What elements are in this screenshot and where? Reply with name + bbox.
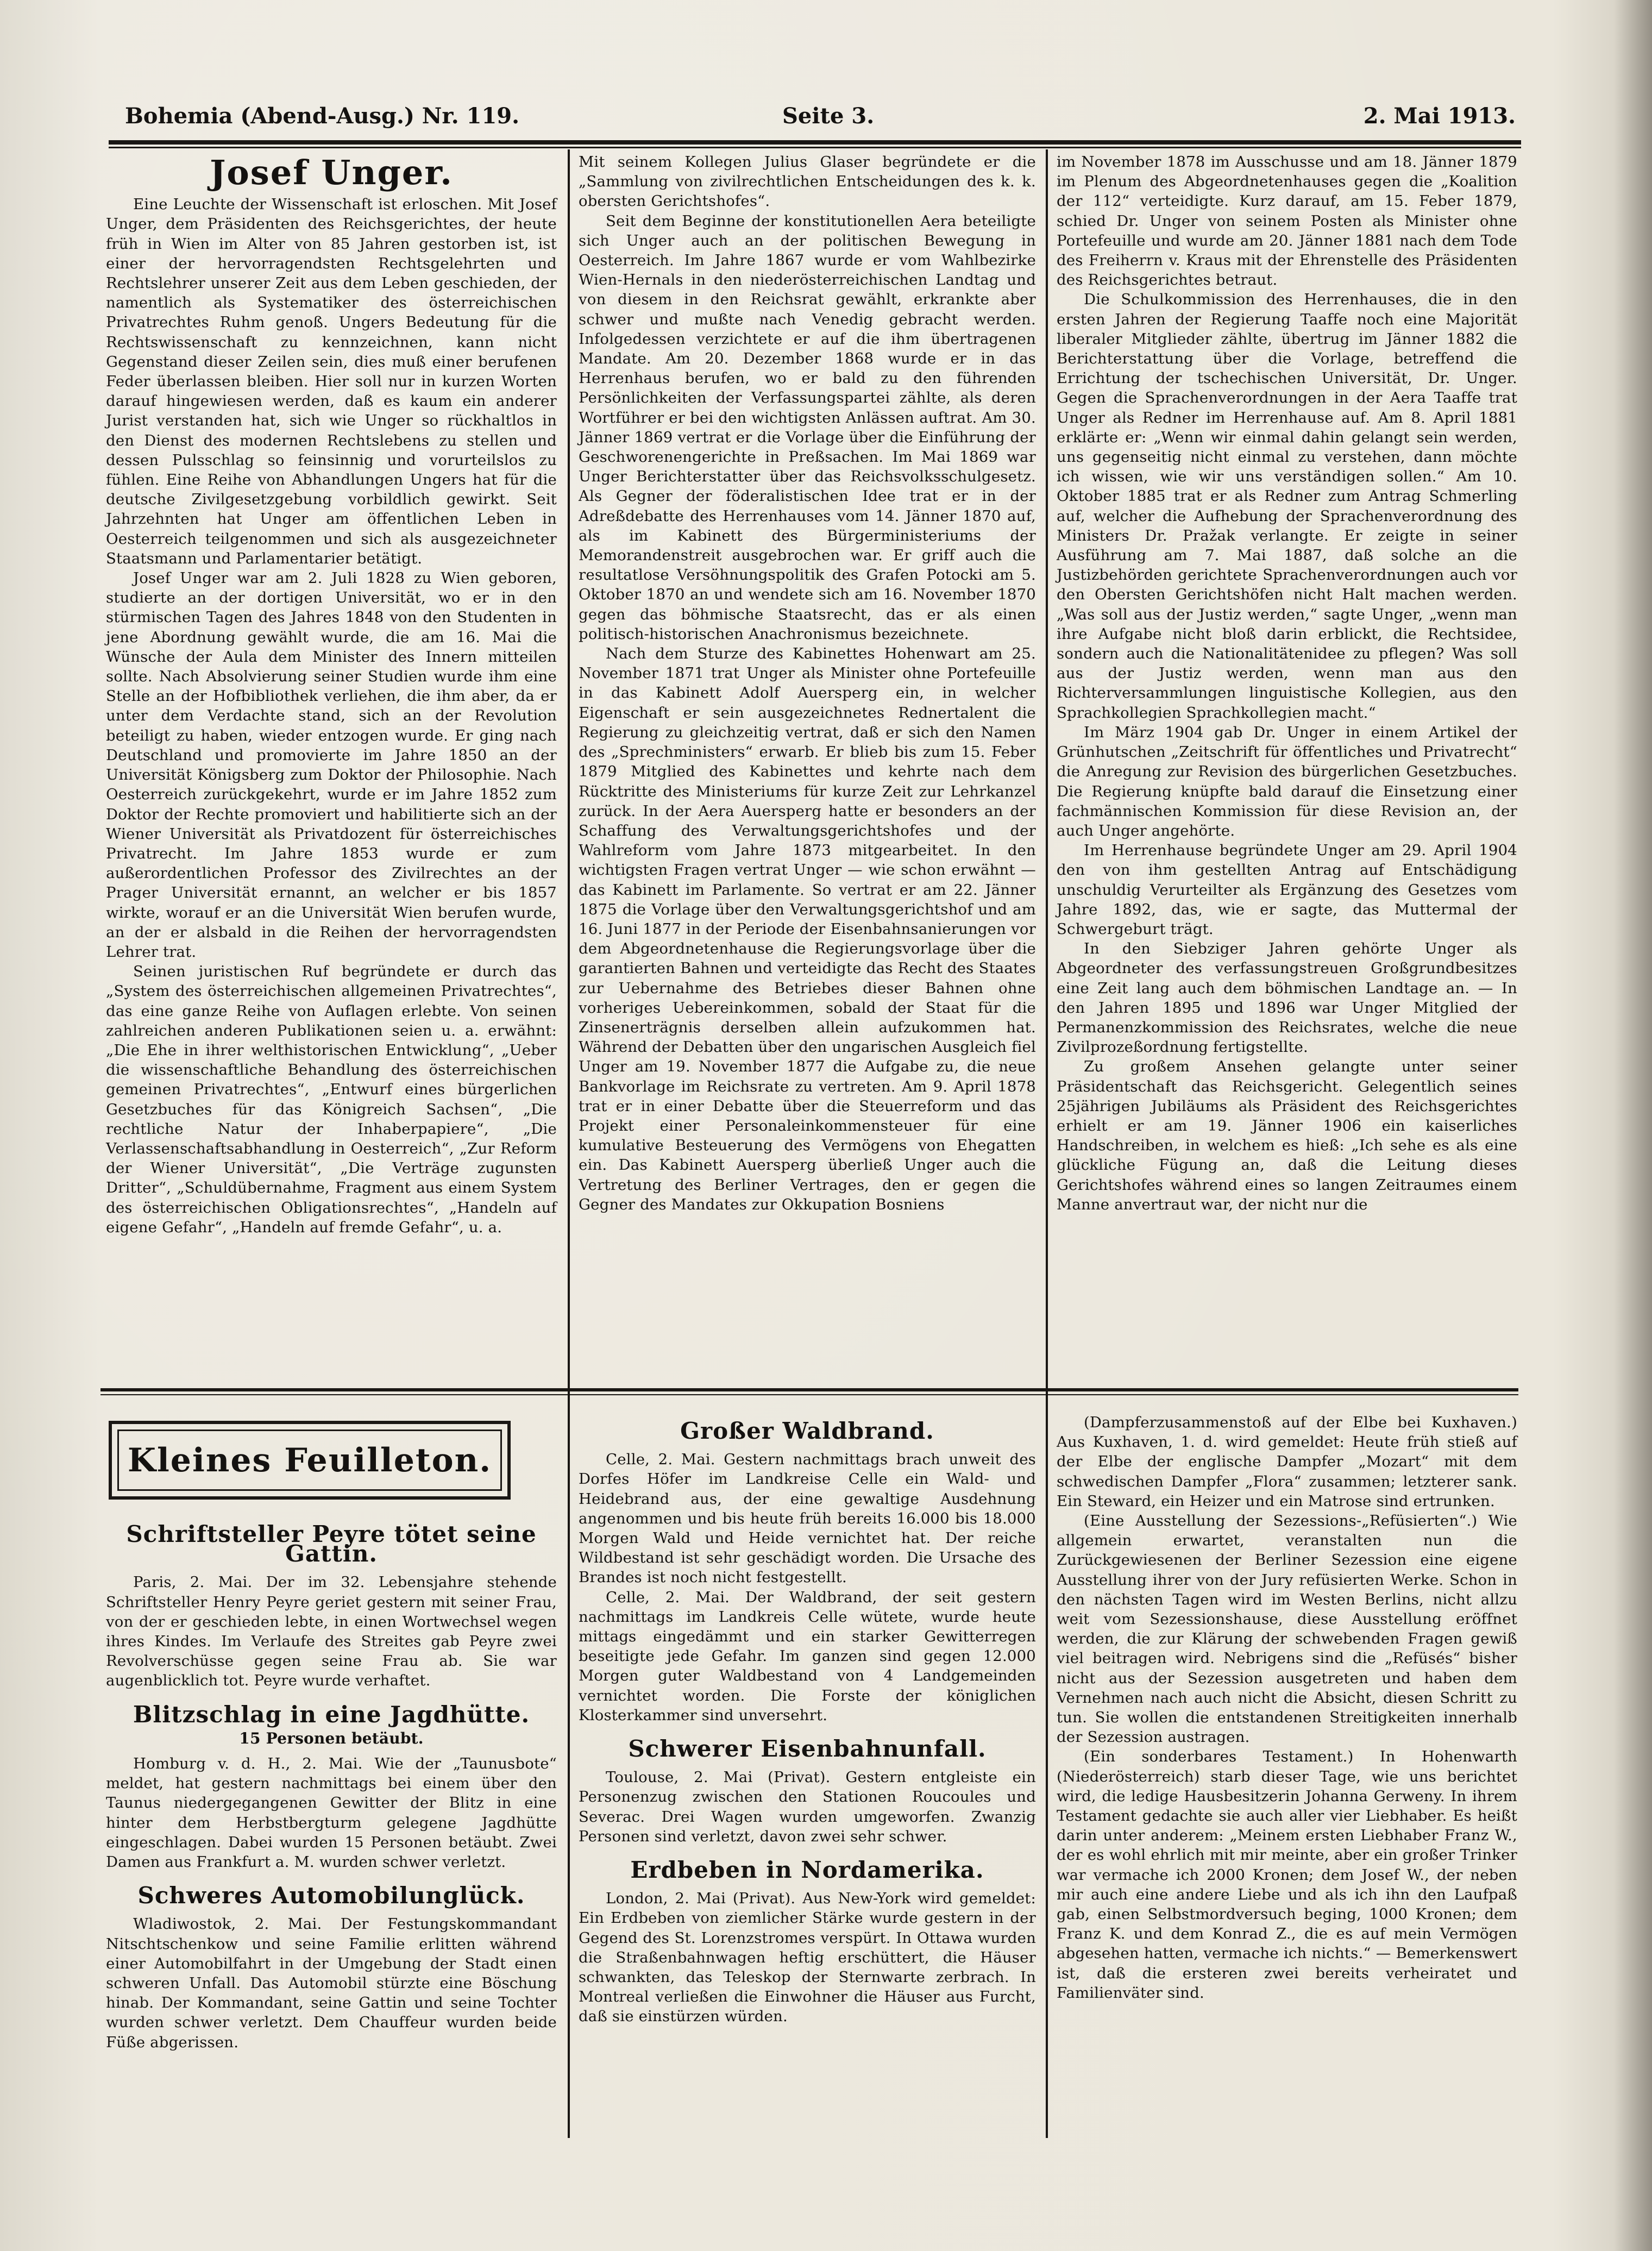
news-col3	[1057, 1413, 1517, 2003]
article-paragraph: Im März 1904 gab Dr. Unger in einem Artikel der Grünhutschen „Zeitschrift für öffentliches und Privatrecht“ die Anregung zur Revision des bürgerlichen Gesetzbuches. Die Regierung knüpfte bald darauf die Einsetzung einer fachmännischen Kommission für diese Revision an, der auch Unger angehörte.	[1057, 723, 1517, 839]
masthead-publication: Bohemia (Abend-Ausg.) Nr. 119.	[125, 103, 520, 129]
masthead-rule	[109, 140, 1521, 145]
article-paragraph: Josef Unger war am 2. Juli 1828 zu Wien geboren, studierte an der dortigen Universität, wo er in den stürmischen Tagen des Jahres 1848 von den Studenten in jene Abordnung gewählt wurde, die am 16. Mai die Wünsche der Aula dem Minister des Innern mitteilen sollte. Nach Absolvierung seiner Studien wurde ihm eine Stelle an der Hofbibliothek verliehen, die ihm aber, da er unter dem Verdachte stand, sich an der Revolution beteiligt zu haben, wieder entzogen wurde. Er ging nach Deutschland und promovierte im Jahre 1850 an der Universität Königsberg zum Doktor der Philosophie. Nach Oesterreich zurückgekehrt, wurde er im Jahre 1852 zum Doktor der Rechte promoviert und habilitierte sich an der Wiener Universität als Privatdozent für österreichisches Privatrecht. Im Jahre 1853 wurde er zum außerordentlichen Professor des Zivilrechtes an der Prager Universität ernannt, an welcher er bis 1857 wirkte, worauf er an die Universität Wien berufen wurde, an der er alsbald in die Reihen der hervorragendsten Lehrer trat.	[106, 569, 557, 961]
section-rule-thin	[100, 1394, 1518, 1395]
article-paragraph: Die Schulkommission des Herrenhauses, die in den ersten Jahren der Regierung Taaffe noch eine Majorität liberaler Mitglieder zählte, übertrug im Jänner 1882 die Berichterstattung über die Vorlage, betreffend die Errichtung der tschechischen Universität, Dr. Unger. Gegen die Sprachenverordnungen in der Aera Taaffe trat Unger als Redner im Herrenhause auf. Am 8. April 1881 erklärte er: „Wenn wir einmal dahin gelangt sein werden, uns gegenseitig nicht einmal zu verstehen, dann möchte ich wissen, wie wir uns verständigen sollen.“ Am 10. Oktober 1885 trat er als Redner zum Antrag Schmerling auf, welcher die Aufhebung der Sprachenverordnung des Ministers Dr. Pražak verlangte. Er zeigte in seiner Ausführung am 7. Mai 1887, daß solche an die Justizbehörden gerichtete Sprachenverordnungen auch vor den Obersten Gerichtshöfen nicht Halt machen werden. „Was soll aus der Justiz werden,“ sagte Unger, „wenn man ihre Aufgabe nicht bloß darin erblickt, die Rechtsidee, sondern auch die Nationalitätenidee zu pflegen? Was soll aus der Justiz werden, wenn man aus den Richterversammlungen linguistische Kollegien, aus den Sprachkollegien Sprachkollegien macht.“	[1057, 291, 1517, 722]
article-unger-col1	[106, 153, 557, 1237]
news-paragraph: Wladiwostok, 2. Mai. Der Festungskommandant Nitschtschenkow und seine Familie erlitten während einer Automobilfahrt in der Umgebung der Stadt einen schweren Unfall. Das Automobil stürzte eine Böschung hinab. Der Kommandant, seine Gattin und seine Tochter wurden schwer verletzt. Dem Chauffeur wurden beide Füße abgerissen.	[106, 1915, 557, 2051]
masthead-rule-thin	[109, 147, 1521, 148]
masthead-page-number: Seite 3.	[782, 103, 875, 129]
news-headline: Großer Waldbrand.	[680, 1418, 934, 1444]
masthead-date: 2. Mai 1913.	[1363, 103, 1516, 129]
column-rule-1	[568, 149, 570, 1415]
article-paragraph: Im Herrenhause begründete Unger am 29. April 1904 den von ihm gestellten Antrag auf Entschädigung unschuldig Verurteilter als Ergänzung des Gesetzes vom Jahre 1892, das, wie er sagte, das Muttermal der Schwergeburt trägt.	[1057, 842, 1517, 938]
news-paragraph: (Dampferzusammenstoß auf der Elbe bei Kuxhaven.) Aus Kuxhaven, 1. d. wird gemeldet: Heute früh stieß auf der Elbe der englische Dampfer „Mozart“ mit dem schwedischen Dampfer „Flora“ zusammen; letzterer sank. Ein Steward, ein Heizer und ein Matrose sind ertrunken.	[1057, 1414, 1517, 1510]
article-unger-col3	[1057, 152, 1517, 1214]
article-unger-col2	[579, 152, 1036, 1214]
news-subheadline: 15 Personen betäubt.	[239, 1729, 424, 1747]
news-headline: Schweres Automobilunglück.	[137, 1882, 525, 1909]
column-rule-1-lower	[568, 1388, 570, 2138]
news-paragraph: Homburg v. d. H., 2. Mai. Wie der „Taunusbote“ meldet, hat gestern nachmittags bei einem über den Taunus niedergegangenen Gewitter der Blitz in eine hinter dem Herbstbergturm gelegene Jagdhütte eingeschlagen. Dabei wurden 15 Personen betäubt. Zwei Damen aus Frankfurt a. M. wurden schwer verletzt.	[106, 1755, 557, 1871]
news-col2	[579, 1407, 1036, 2027]
news-headline: Blitzschlag in eine Jagdhütte.	[133, 1701, 530, 1728]
news-paragraph: Celle, 2. Mai. Der Waldbrand, der seit gestern nachmittags im Landkreis Celle wütete, wurde heute mittags eingedämmt und ein starker Gewitterregen beseitigte jede Gefahr. Im ganzen sind gegen 12.000 Morgen guter Waldbestand von 4 Landgemeinden vernichtet worden. Die Forste der königlichen Klosterkammer sind unversehrt.	[579, 1588, 1036, 1724]
page-edge-shadow	[1614, 0, 1652, 2251]
news-paragraph: Toulouse, 2. Mai (Privat). Gestern entgleiste ein Personenzug zwischen den Stationen Roucoules und Severac. Drei Wagen wurden umgeworfen. Zwanzig Personen sind verletzt, davon zwei sehr schwer.	[579, 1769, 1036, 1845]
news-headline: Schwerer Eisenbahnunfall.	[628, 1735, 987, 1763]
news-paragraph: Paris, 2. Mai. Der im 32. Lebensjahre stehende Schriftsteller Henry Peyre geriet gestern mit seiner Frau, von der er geschieden lebte, in einen Wortwechsel wegen ihres Kindes. Im Verlaufe des Streites gab Peyre zwei Revolverschüsse gegen seine Frau ab. Sie war augenblicklich tot. Peyre wurde verhaftet.	[106, 1573, 557, 1690]
article-paragraph: Zu großem Ansehen gelangte unter seiner Präsidentschaft das Reichsgericht. Gelegentlich seines 25jährigen Jubiläums als Präsident des Reichsgerichtes erhielt er am 19. Jänner 1906 ein kaiserliches Handschreiben, in welchem es hieß: „Ich sehe es als eine glückliche Fügung an, daß die Leitung dieses Gerichtshofes während eines so langen Zeitraumes einem Manne anvertraut war, der nicht nur die	[1057, 1058, 1517, 1213]
article-paragraph: Seinen juristischen Ruf begründete er durch das „System des österreichischen allgemeinen Privatrechtes“, das eine ganze Reihe von Auflagen erlebte. Von seinen zahlreichen anderen Publikationen seien u. a. erwähnt: „Die Ehe in ihrer welthistorischen Entwicklung“, „Ueber die wissenschaftliche Behandlung des österreichischen gemeinen Privatrechtes“, „Entwurf eines bürgerlichen Gesetzbuches für das Königreich Sachsen“, „Die rechtliche Natur der Inhaberpapiere“, „Die Verlassenschaftsabhandlung in Oesterreich“, „Zur Reform der Wiener Universität“, „Die Verträge zugunsten Dritter“, „Schuldübernahme, Fragment aus einem System des österreichischen Obligationsrechtes“, „Handeln auf eigene Gefahr“, „Handeln auf fremde Gefahr“, u. a.	[106, 963, 557, 1236]
column-rule-2	[1046, 149, 1048, 1415]
feuilleton-col1	[106, 1510, 557, 2052]
section-rule	[100, 1388, 1518, 1391]
news-paragraph: London, 2. Mai (Privat). Aus New-York wird gemeldet: Ein Erdbeben von ziemlicher Stärke wurde gestern in der Gegend des St. Lorenzstromes verspürt. In Ottawa wurden die Straßenbahnwagen heftig erschüttert, die Häuser schwankten, das Teleskop der Sternwarte zerbrach. In Montreal verließen die Einwohner die Häuser aus Furcht, daß sie einstürzen würden.	[579, 1890, 1036, 2026]
feuilleton-title: Kleines Feuilleton.	[117, 1429, 502, 1491]
feuilleton-header-box	[109, 1421, 511, 1500]
column-rule-2-lower	[1046, 1388, 1048, 2138]
article-paragraph: im November 1878 im Ausschusse und am 18. Jänner 1879 im Plenum des Abgeordnetenhauses gegen die „Koalition der 112“ verteidigte. Kurz darauf, am 15. Feber 1879, schied Dr. Unger von seinem Posten als Minister ohne Portefeuille und wurde am 20. Jänner 1881 nach dem Tode des Freiherrn v. Kraus mit der Ehrenstelle des Präsidenten des Reichsgerichtes betraut.	[1057, 153, 1517, 289]
news-paragraph: (Ein sonderbares Testament.) In Hohenwarth (Niederösterreich) starb dieser Tage, wie uns berichtet wird, die ledige Hausbesitzerin Johanna Gerweny. In ihrem Testament gedachte sie auch aller vier Liebhaber. Es heißt darin unter anderem: „Meinem ersten Liebhaber Franz W., der es wohl ehrlich mit mir meinte, aber ein großer Trinker war vermache ich 2000 Kronen; dem Josef W., der neben mir auch eine andere Liebe und als ich ihn den Laufpaß gab, einen Selbstmordversuch beging, 1000 Kronen; dem Franz K. und dem Konrad Z., die es auf mein Vermögen abgesehen hatten, vermache ich nichts.“ — Bemerkenswert ist, daß die ersteren zwei bereits verheiratet und Familienväter sind.	[1057, 1748, 1517, 2002]
news-headline: Erdbeben in Nordamerika.	[630, 1857, 984, 1884]
news-paragraph: Celle, 2. Mai. Gestern nachmittags brach unweit des Dorfes Höfer im Landkreise Celle ein Wald- und Heidebrand aus, der eine gewaltige Ausdehnung angenommen und bis heute früh bereits 16.000 bis 18.000 Morgen Wald und Heide vernichtet hat. Der reiche Wildbestand ist sehr geschädigt worden. Die Ursache des Brandes ist noch nicht festgestellt.	[579, 1451, 1036, 1587]
article-paragraph: Mit seinem Kollegen Julius Glaser begründete er die „Sammlung von zivilrechtlichen Entscheidungen des k. k. obersten Gerichtshofes“.	[579, 153, 1036, 210]
article-paragraph: Seit dem Beginne der konstitutionellen Aera beteiligte sich Unger auch an der politischen Bewegung in Oesterreich. Im Jahre 1867 wurde er vom Wahlbezirke Wien-Hernals in den niederösterreichischen Landtag und von diesem in den Reichsrat gewählt, erkrankte aber schwer und mußte nach Venedig gebracht werden. Infolgedessen verzichtete er auf die ihm übertragenen Mandate. Am 20. Dezember 1868 wurde er in das Herrenhaus berufen, wo er bald zu den führenden Persönlichkeiten der Verfassungspartei zählte, als deren Wortführer er bei den wichtigsten Anlässen auftrat. Am 30. Jänner 1869 vertrat er die Vorlage über die Einführung der Geschworenengerichte in Preßsachen. Im Mai 1869 war Unger Berichterstatter über das Reichsvolksschulgesetz. Als Gegner der föderalistischen Idee trat er in der Adreßdebatte des Herrenhauses vom 14. Jänner 1870 auf, als im Kabinett des Bürgerministeriums der Memorandenstreit ausgebrochen war. Er griff auch die resultatlose Versöhnungspolitik des Grafen Potocki am 5. Oktober 1870 an und wendete sich am 16. November 1870 gegen das böhmische Staatsrecht, das er als einen politisch-historischen Anachronismus bezeichnete.	[579, 212, 1036, 643]
article-paragraph: Eine Leuchte der Wissenschaft ist erloschen. Mit Josef Unger, dem Präsidenten des Reichsgerichtes, der heute früh in Wien im Alter von 85 Jahren gestorben ist, ist einer der hervorragendsten Rechtsgelehrten und Rechtslehrer unserer Zeit aus dem Leben geschieden, der namentlich als Systematiker des österreichischen Privatrechtes Ruhm genoß. Ungers Bedeutung für die Rechtswissenschaft zu kennzeichnen, kann nicht Gegenstand dieser Zeilen sein, dies muß einer berufenen Feder überlassen bleiben. Hier soll nur in kurzen Worten darauf hingewiesen werden, daß es kaum ein anderer Jurist verstanden hat, sich wie Unger so rückhaltlos in den Dienst des modernen Rechtslebens zu stellen und dessen Pulsschlag so feinsinnig und vorurteilslos zu fühlen. Eine Reihe von Abhandlungen Ungers hat für die deutsche Zivilgesetzgebung vorbildlich gewirkt. Seit Jahrzehnten hat Unger am öffentlichen Leben in Oesterreich teilgenommen und sich als ausgezeichneter Staatsmann und Parlamentarier betätigt.	[106, 196, 557, 567]
masthead	[125, 103, 1516, 141]
article-paragraph: In den Siebziger Jahren gehörte Unger als Abgeordneter des verfassungstreuen Großgrundbesitzes eine Zeit lang auch dem böhmischen Landtage an. — In den Jahren 1895 und 1896 war Unger Mitglied der Permanenzkommission des Reichsrates, welche die neue Zivilprozeßordnung fertigstellte.	[1057, 940, 1517, 1056]
news-paragraph: (Eine Ausstellung der Sezessions-„Refüsierten“.) Wie allgemein erwartet, veranstalten nun die Zurückgewiesenen der Berliner Sezession eine eigene Ausstellung ihrer von der Jury refüsierten Werke. Schon in den nächsten Tagen wird im Westen Berlins, nicht allzu weit vom Sezessionshause, diese Ausstellung eröffnet werden, die zur Klärung der schwebenden Fragen gewiß viel beitragen wird. Nebrigens sind die „Refüsés“ bisher nicht aus der Sezession ausgetreten und haben dem Vernehmen nach auch nicht die Absicht, diesen Schritt zu tun. Sie wollen die entstandenen Streitigkeiten innerhalb der Sezession austragen.	[1057, 1512, 1517, 1746]
news-headline: Schriftsteller Peyre tötet seine Gattin.	[126, 1521, 537, 1567]
article-paragraph: Nach dem Sturze des Kabinettes Hohenwart am 25. November 1871 trat Unger als Minister ohne Portefeuille in das Kabinett Adolf Auersperg ein, in welcher Eigenschaft er sein ausgezeichnetes Rednertalent die Regierung zu gleichzeitig vertrat, daß er sich den Namen des „Sprechministers“ erwarb. Er blieb bis zum 15. Feber 1879 Mitglied des Kabinettes und kehrte nach dem Rücktritte des Ministeriums für kurze Zeit zur Lehrkanzel zurück. In der Aera Auersperg hatte er besonders an der Schaffung des Verwaltungsgerichtshofes und der Wahlreform vom Jahre 1873 mitgearbeitet. In den wichtigsten Fragen vertrat Unger — wie schon erwähnt — das Kabinett im Parlamente. So vertrat er am 22. Jänner 1875 die Vorlage über den Verwaltungsgerichtshof und am 16. Juni 1877 in der Periode der Eisenbahnsanierungen vor dem Abgeordnetenhause die Regierungsvorlage über die garantierten Bahnen und verteidigte das Recht des Staates zur Uebernahme des Betriebes dieser Bahnen ohne vorheriges Uebereinkommen, sobald der Staat für die Zinsenerträgnis derselben allein aufzukommen hat. Während der Debatten über den ungarischen Ausgleich fiel Unger am 19. November 1877 die Aufgabe zu, die neue Bankvorlage im Reichsrate zu vertreten. Am 9. April 1878 trat er in einer Debatte über die Steuerreform und das Projekt einer Personaleinkommensteuer für eine kumulative Besteuerung des Vermögens von Ehegatten ein. Das Kabinett Auersperg überließ Unger auch die Vertretung des Berliner Vertrages, den er gegen die Gegner des Mandates zur Okkupation Bosniens	[579, 645, 1036, 1213]
article-title: Josef Unger.	[210, 153, 453, 192]
